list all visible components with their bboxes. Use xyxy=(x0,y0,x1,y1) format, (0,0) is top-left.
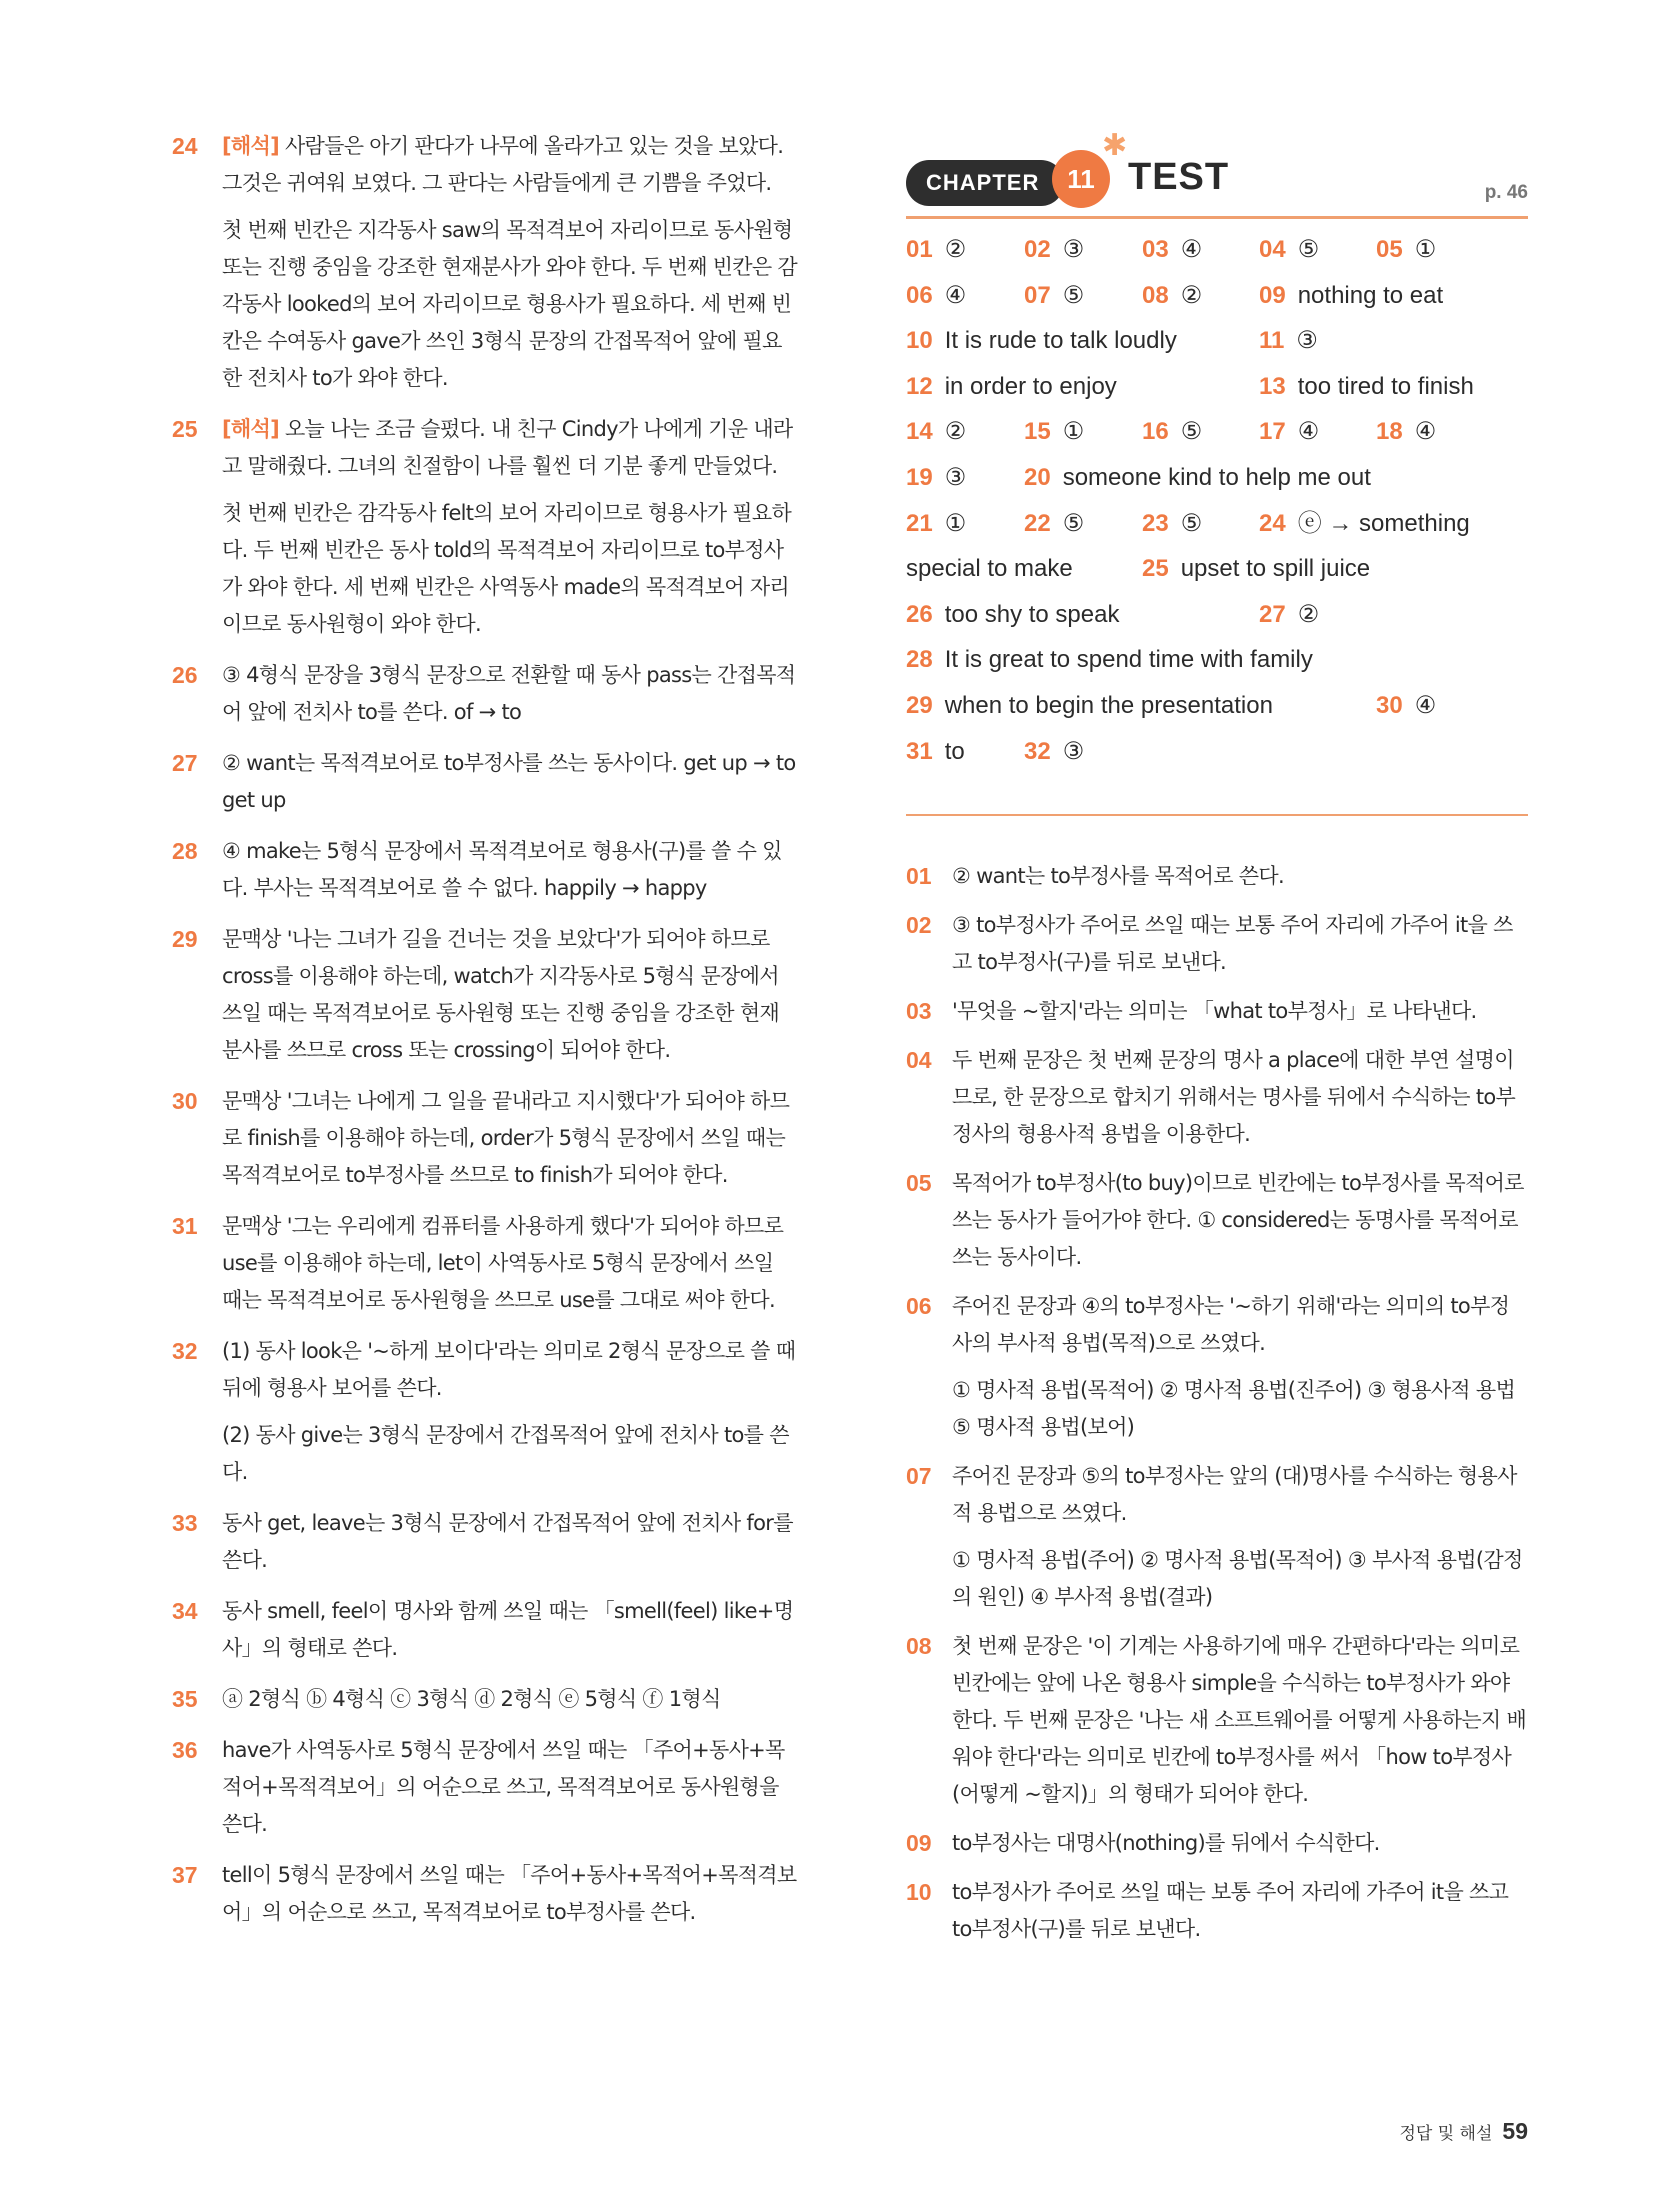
item-number: 26 xyxy=(172,662,198,688)
item-paragraph xyxy=(222,1857,797,1931)
answer-number: 17 xyxy=(1259,418,1286,446)
item-number: 06 xyxy=(906,1293,932,1319)
answer-text: nothing to eat xyxy=(1297,281,1444,309)
answer-text: ④ xyxy=(1414,418,1437,446)
answer-text: ⓔ → something xyxy=(1297,509,1470,537)
item-paragraph: ③ to부정사가 주어로 쓰일 때는 보통 주어 자리에 가주어 it을 쓰고 to부정사(구)를 뒤로 보낸다. xyxy=(952,913,1513,974)
paragraph-text: 동사 smell, feel이 명사와 함께 쓰일 때는 「smell(feel) like+명사」의 형태로 쓴다. xyxy=(222,1599,794,1660)
answer-text: someone kind to help me out xyxy=(1062,464,1371,491)
explanation-item xyxy=(906,1458,1528,1616)
paragraph-text: (2) 동사 give는 3형식 문장에서 간접목적어 앞에 전치사 to를 쓴다. xyxy=(222,1423,789,1484)
item-body xyxy=(952,993,1528,1030)
item-paragraph xyxy=(222,1593,797,1667)
answer-entry xyxy=(1259,600,1319,630)
answer-entry xyxy=(1024,235,1084,265)
answer-entry xyxy=(1142,281,1202,311)
answer-text: ③ xyxy=(1062,737,1085,765)
item-body xyxy=(952,858,1528,895)
answer-number: 19 xyxy=(906,464,933,491)
answer-text: special to make xyxy=(906,555,1073,583)
answer-entry xyxy=(1024,417,1084,447)
left-column xyxy=(172,128,797,1945)
explanation-item xyxy=(172,657,797,731)
translation-tag: [해석] xyxy=(222,134,279,158)
answer-text: ② xyxy=(1180,281,1203,309)
star-icon: ✱ xyxy=(1102,128,1128,163)
item-body xyxy=(952,1288,1528,1446)
paragraph-text: 사람들은 아기 판다가 나무에 올라가고 있는 것을 보았다. 그것은 귀여워 보였다. 그 판다는 사람들에게 큰 기쁨을 주었다. xyxy=(222,134,784,195)
explanation-item xyxy=(172,411,797,643)
explanation-item xyxy=(172,1593,797,1667)
item-number: 27 xyxy=(172,750,198,776)
answer-entry xyxy=(1259,235,1319,265)
answer-entry xyxy=(906,600,1119,630)
paragraph-text: have가 사역동사로 5형식 문장에서 쓰일 때는 「주어+동사+목적어+목적격보어」의 어순으로 쓰고, 목적격보어로 동사원형을 쓴다. xyxy=(222,1738,785,1836)
answer-number: 29 xyxy=(906,692,933,719)
answer-text: ⑤ xyxy=(1062,281,1085,309)
answer-number: 04 xyxy=(1259,236,1286,263)
answer-text: ⑤ xyxy=(1180,509,1203,537)
answer-entry xyxy=(1259,372,1474,402)
item-paragraph: 두 번째 문장은 첫 번째 문장의 명사 a place에 대한 부연 설명이므로, 한 문장으로 합치기 위해서는 명사를 뒤에서 수식하는 to부정사의 형용사적 용법을 이용한다. xyxy=(952,1048,1516,1146)
answer-entry xyxy=(1142,509,1202,539)
answer-entry xyxy=(1376,691,1436,721)
answer-text: ③ xyxy=(1062,236,1085,263)
item-body xyxy=(952,1874,1528,1948)
answer-text: too shy to speak xyxy=(944,600,1120,628)
answer-entry xyxy=(1024,463,1371,493)
answer-entry xyxy=(1376,417,1436,447)
item-number: 24 xyxy=(172,133,198,159)
answer-number: 27 xyxy=(1259,600,1286,628)
answer-text: ⑤ xyxy=(1180,418,1203,446)
item-paragraph xyxy=(222,1083,797,1194)
right-column xyxy=(906,120,1528,1960)
item-number: 09 xyxy=(906,1830,932,1856)
item-body xyxy=(952,1042,1528,1153)
answer-number: 24 xyxy=(1259,509,1286,537)
paragraph-text: tell이 5형식 문장에서 쓰일 때는 「주어+동사+목적어+목적격보어」의 어순으로 쓰고, 목적격보어로 to부정사를 쓴다. xyxy=(222,1863,797,1924)
item-paragraph xyxy=(222,1208,797,1319)
answer-number: 30 xyxy=(1376,692,1403,719)
paragraph-text: 문맥상 '그는 우리에게 컴퓨터를 사용하게 했다'가 되어야 하므로 use를 이용해야 하는데, let이 사역동사로 5형식 문장에서 쓰일 때는 목적격보어로 동사원형을 쓰므로 use를 그대로 써야 한다. xyxy=(222,1214,784,1312)
page-number: 59 xyxy=(1502,2118,1528,2144)
item-paragraph: '무엇을 ~할지'라는 의미는 「what to부정사」로 나타낸다. xyxy=(952,999,1477,1023)
answer-text: ⑤ xyxy=(1062,509,1085,537)
item-paragraph: ② want는 to부정사를 목적어로 쓴다. xyxy=(952,864,1284,888)
item-paragraph xyxy=(222,1505,797,1579)
paragraph-text: 첫 번째 빈칸은 지각동사 saw의 목적격보어 자리이므로 동사원형 또는 진행 중임을 강조한 현재분사가 와야 한다. 두 번째 빈칸은 감각동사 looked의 보어 자리이므로 형용사가 필요하다. 세 번째 빈칸은 수여동사 gave가 쓰인 3형식 문장의 간접목적어 앞에 필요한 전치사 to가 와야 한다. xyxy=(222,218,797,390)
item-number: 33 xyxy=(172,1510,198,1536)
explanation-item xyxy=(172,1732,797,1843)
answer-text: ⑤ xyxy=(1297,236,1320,263)
answer-entry xyxy=(906,737,965,767)
item-paragraph: ① 명사적 용법(주어) ② 명사적 용법(목적어) ③ 부사적 용법(감정의 원인) ④ 부사적 용법(결과) xyxy=(952,1548,1523,1609)
answer-entry xyxy=(906,691,1273,721)
item-body xyxy=(952,907,1528,981)
answer-entry xyxy=(1024,737,1084,767)
answer-number: 03 xyxy=(1142,236,1169,263)
answer-text: ③ xyxy=(1296,327,1318,355)
item-number: 28 xyxy=(172,838,198,864)
page-footer xyxy=(1399,2118,1528,2145)
explanation-item xyxy=(172,128,797,397)
answer-entry xyxy=(1024,281,1084,311)
answer-text: upset to spill juice xyxy=(1180,555,1371,583)
item-body xyxy=(222,657,797,731)
answer-number: 14 xyxy=(906,418,933,446)
item-paragraph xyxy=(222,745,797,819)
item-paragraph: 주어진 문장과 ④의 to부정사는 '~하기 위해'라는 의미의 to부정사의 부사적 용법(목적)으로 쓰였다. xyxy=(952,1294,1510,1355)
answer-entry xyxy=(1142,417,1202,447)
answer-entry xyxy=(1259,417,1319,447)
answer-text: ④ xyxy=(944,281,967,309)
chapter-title: TEST xyxy=(1128,156,1230,198)
paragraph-text: 오늘 나는 조금 슬펐다. 내 친구 Cindy가 나에게 기운 내라고 말해줬다. 그녀의 친절함이 나를 훨씬 더 기분 좋게 만들었다. xyxy=(222,417,793,478)
item-body xyxy=(222,128,797,397)
answer-number: 31 xyxy=(906,737,933,765)
paragraph-text: ② want는 목적격보어로 to부정사를 쓰는 동사이다. get up → to get up xyxy=(222,751,796,812)
item-number: 03 xyxy=(906,998,932,1024)
answer-entry xyxy=(1259,326,1318,356)
paragraph-text: (1) 동사 look은 '~하게 보이다'라는 의미로 2형식 문장으로 쓸 때 뒤에 형용사 보어를 쓴다. xyxy=(222,1339,796,1400)
explanation-item xyxy=(172,1208,797,1319)
item-body xyxy=(222,833,797,907)
answer-text: ② xyxy=(1297,600,1320,628)
item-body xyxy=(952,1165,1528,1276)
answer-entry xyxy=(906,372,1117,402)
chapter-label: CHAPTER xyxy=(906,160,1064,206)
item-paragraph xyxy=(222,1681,797,1718)
item-paragraph xyxy=(222,411,797,485)
item-paragraph xyxy=(222,212,797,397)
answer-number: 09 xyxy=(1259,281,1286,309)
paragraph-text: 첫 번째 빈칸은 감각동사 felt의 보어 자리이므로 형용사가 필요하다. 두 번째 빈칸은 동사 told의 목적격보어 자리이므로 to부정사가 와야 한다. 세 번째 빈칸은 사역동사 made의 목적격보어 자리이므로 동사원형이 와야 한다. xyxy=(222,501,792,636)
explanation-item xyxy=(172,921,797,1069)
answer-text: to xyxy=(944,737,965,765)
answer-text: It is rude to talk loudly xyxy=(944,327,1177,355)
answer-number: 01 xyxy=(906,236,933,263)
answer-number: 18 xyxy=(1376,418,1403,446)
paragraph-text: 동사 get, leave는 3형식 문장에서 간접목적어 앞에 전치사 for를 쓴다. xyxy=(222,1511,793,1572)
explanation-item xyxy=(906,993,1528,1030)
item-number: 02 xyxy=(906,912,932,938)
item-number: 30 xyxy=(172,1088,198,1114)
answer-text: ① xyxy=(944,509,967,537)
item-paragraph xyxy=(222,657,797,731)
explanation-item xyxy=(906,1042,1528,1153)
item-paragraph xyxy=(222,1417,797,1491)
answer-entry xyxy=(906,509,966,539)
answer-number: 05 xyxy=(1376,236,1403,263)
answer-number: 25 xyxy=(1142,555,1169,583)
item-number: 35 xyxy=(172,1686,198,1712)
answer-entry xyxy=(906,417,966,447)
item-number: 01 xyxy=(906,863,932,889)
answer-number: 08 xyxy=(1142,281,1169,309)
item-paragraph: 첫 번째 문장은 '이 기계는 사용하기에 매우 간편하다'라는 의미로 빈칸에는 앞에 나온 형용사 simple을 수식하는 to부정사가 와야 한다. 두 번째 문장은 '나는 새 소프트웨어를 어떻게 사용하는지 배워야 한다'라는 의미로 빈칸에 to부정사를 써서 「how to부정사(어떻게 ~할지)」의 형태가 되어야 한다. xyxy=(952,1634,1527,1806)
item-paragraph xyxy=(222,1333,797,1407)
answer-entry xyxy=(1376,235,1436,265)
answer-text: ② xyxy=(944,418,967,446)
translation-tag: [해석] xyxy=(222,417,279,441)
item-paragraph: ① 명사적 용법(목적어) ② 명사적 용법(진주어) ③ 형용사적 용법 ⑤ 명사적 용법(보어) xyxy=(952,1378,1516,1439)
answer-text: ③ xyxy=(944,464,967,491)
answer-number: 21 xyxy=(906,509,933,537)
item-number: 08 xyxy=(906,1633,932,1659)
answer-text: in order to enjoy xyxy=(944,372,1117,400)
item-paragraph: to부정사는 대명사(nothing)를 뒤에서 수식한다. xyxy=(952,1831,1380,1855)
item-paragraph: 목적어가 to부정사(to buy)이므로 빈칸에는 to부정사를 목적어로 쓰는 동사가 들어가야 한다. ① considered는 동명사를 목적어로 쓰는 동사이다. xyxy=(952,1171,1524,1269)
answer-text: ② xyxy=(944,236,967,263)
answer-entry xyxy=(906,326,1177,356)
item-body xyxy=(222,1857,797,1931)
item-paragraph xyxy=(222,833,797,907)
explanation-item xyxy=(906,1825,1528,1862)
answer-number: 26 xyxy=(906,600,933,628)
item-body xyxy=(222,411,797,643)
answer-entry xyxy=(1024,509,1084,539)
paragraph-text: ⓐ 2형식 ⓑ 4형식 ⓒ 3형식 ⓓ 2형식 ⓔ 5형식 ⓕ 1형식 xyxy=(222,1687,721,1711)
answer-number: 22 xyxy=(1024,509,1051,537)
answer-entry xyxy=(906,554,1073,584)
item-body xyxy=(952,1628,1528,1813)
answer-number: 16 xyxy=(1142,418,1169,446)
paragraph-text: 문맥상 '그녀는 나에게 그 일을 끝내라고 지시했다'가 되어야 하므로 finish를 이용해야 하는데, order가 5형식 문장에서 쓰일 때는 목적격보어로 to부정사를 쓰므로 to finish가 되어야 한다. xyxy=(222,1089,790,1187)
item-number: 07 xyxy=(906,1463,932,1489)
item-body xyxy=(952,1458,1528,1616)
item-paragraph xyxy=(222,921,797,1069)
answer-number: 23 xyxy=(1142,509,1169,537)
item-number: 04 xyxy=(906,1047,932,1073)
answer-text: ① xyxy=(1062,418,1085,446)
item-number: 36 xyxy=(172,1737,198,1763)
answer-number: 10 xyxy=(906,327,933,355)
item-number: 25 xyxy=(172,416,198,442)
item-body xyxy=(222,1593,797,1667)
answer-entry xyxy=(906,463,966,493)
explanation-item xyxy=(906,1874,1528,1948)
explanation-item xyxy=(906,1165,1528,1276)
paragraph-text: ④ make는 5형식 문장에서 목적격보어로 형용사(구)를 쓸 수 있다. 부사는 목적격보어로 쓸 수 없다. happily → happy xyxy=(222,839,782,900)
explanation-item xyxy=(172,1681,797,1718)
item-body xyxy=(222,1681,797,1718)
explanation-item xyxy=(906,907,1528,981)
item-body xyxy=(222,1505,797,1579)
explanation-item xyxy=(906,858,1528,895)
item-body xyxy=(952,1825,1528,1862)
answer-entry xyxy=(906,645,1313,675)
answer-number: 11 xyxy=(1259,327,1285,355)
answer-entry xyxy=(1259,509,1470,539)
explanation-item xyxy=(172,833,797,907)
item-paragraph xyxy=(222,495,797,643)
answer-text: too tired to finish xyxy=(1297,372,1474,400)
explanation-item xyxy=(172,1083,797,1194)
answer-number: 20 xyxy=(1024,464,1051,491)
answer-key-grid xyxy=(906,219,1528,814)
answer-number: 32 xyxy=(1024,737,1051,765)
answer-text: ④ xyxy=(1180,236,1203,263)
paragraph-text: 문맥상 '나는 그녀가 길을 건너는 것을 보았다'가 되어야 하므로 cross를 이용해야 하는데, watch가 지각동사로 5형식 문장에서 쓰일 때는 목적격보어로 동사원형 또는 진행 중임을 강조한 현재분사를 쓰므로 cross 또는 crossing이 되어야 한다. xyxy=(222,927,780,1062)
answer-number: 02 xyxy=(1024,236,1051,263)
explanation-item xyxy=(172,1505,797,1579)
answer-text: ④ xyxy=(1414,692,1437,719)
answer-number: 13 xyxy=(1259,372,1286,400)
explanation-item xyxy=(906,1628,1528,1813)
chapter-number-badge: 11 xyxy=(1052,150,1110,208)
answer-text: ① xyxy=(1414,236,1437,263)
answer-text: when to begin the presentation xyxy=(944,692,1273,719)
answer-entry xyxy=(1142,554,1370,584)
item-number: 29 xyxy=(172,926,198,952)
footer-label: 정답 및 해설 xyxy=(1399,2124,1493,2144)
answer-number: 06 xyxy=(906,281,933,309)
answer-entry xyxy=(1259,281,1443,311)
item-body xyxy=(222,1083,797,1194)
answer-number: 07 xyxy=(1024,281,1051,309)
item-number: 32 xyxy=(172,1338,198,1364)
item-number: 31 xyxy=(172,1213,198,1239)
chapter-header xyxy=(906,120,1528,216)
answer-text: It is great to spend time with family xyxy=(944,646,1313,674)
answer-number: 15 xyxy=(1024,418,1051,446)
answer-text: ④ xyxy=(1297,418,1320,446)
paragraph-text: ③ 4형식 문장을 3형식 문장으로 전환할 때 동사 pass는 간접목적어 앞에 전치사 to를 쓴다. of → to xyxy=(222,663,796,724)
answer-entry xyxy=(906,281,966,311)
item-body xyxy=(222,1208,797,1319)
item-body xyxy=(222,1333,797,1491)
answer-divider xyxy=(906,814,1528,816)
explanation-item xyxy=(172,1857,797,1931)
page-reference: p. 46 xyxy=(1484,182,1528,203)
item-paragraph xyxy=(222,1732,797,1843)
item-paragraph: 주어진 문장과 ⑤의 to부정사는 앞의 (대)명사를 수식하는 형용사적 용법으로 쓰였다. xyxy=(952,1464,1517,1525)
item-body xyxy=(222,745,797,819)
explanation-item xyxy=(172,1333,797,1491)
answer-entry xyxy=(1142,235,1202,265)
item-paragraph xyxy=(222,128,797,202)
item-paragraph: to부정사가 주어로 쓰일 때는 보통 주어 자리에 가주어 it을 쓰고 to부정사(구)를 뒤로 보낸다. xyxy=(952,1880,1509,1941)
answer-number: 28 xyxy=(906,646,933,674)
item-body xyxy=(222,1732,797,1843)
item-number: 05 xyxy=(906,1170,932,1196)
item-number: 37 xyxy=(172,1862,198,1888)
answer-number: 12 xyxy=(906,372,933,400)
item-number: 10 xyxy=(906,1879,932,1905)
item-body xyxy=(222,921,797,1069)
answer-entry xyxy=(906,235,966,265)
explanation-item xyxy=(172,745,797,819)
item-number: 34 xyxy=(172,1598,198,1624)
explanations-list xyxy=(906,858,1528,1948)
explanation-item xyxy=(906,1288,1528,1446)
